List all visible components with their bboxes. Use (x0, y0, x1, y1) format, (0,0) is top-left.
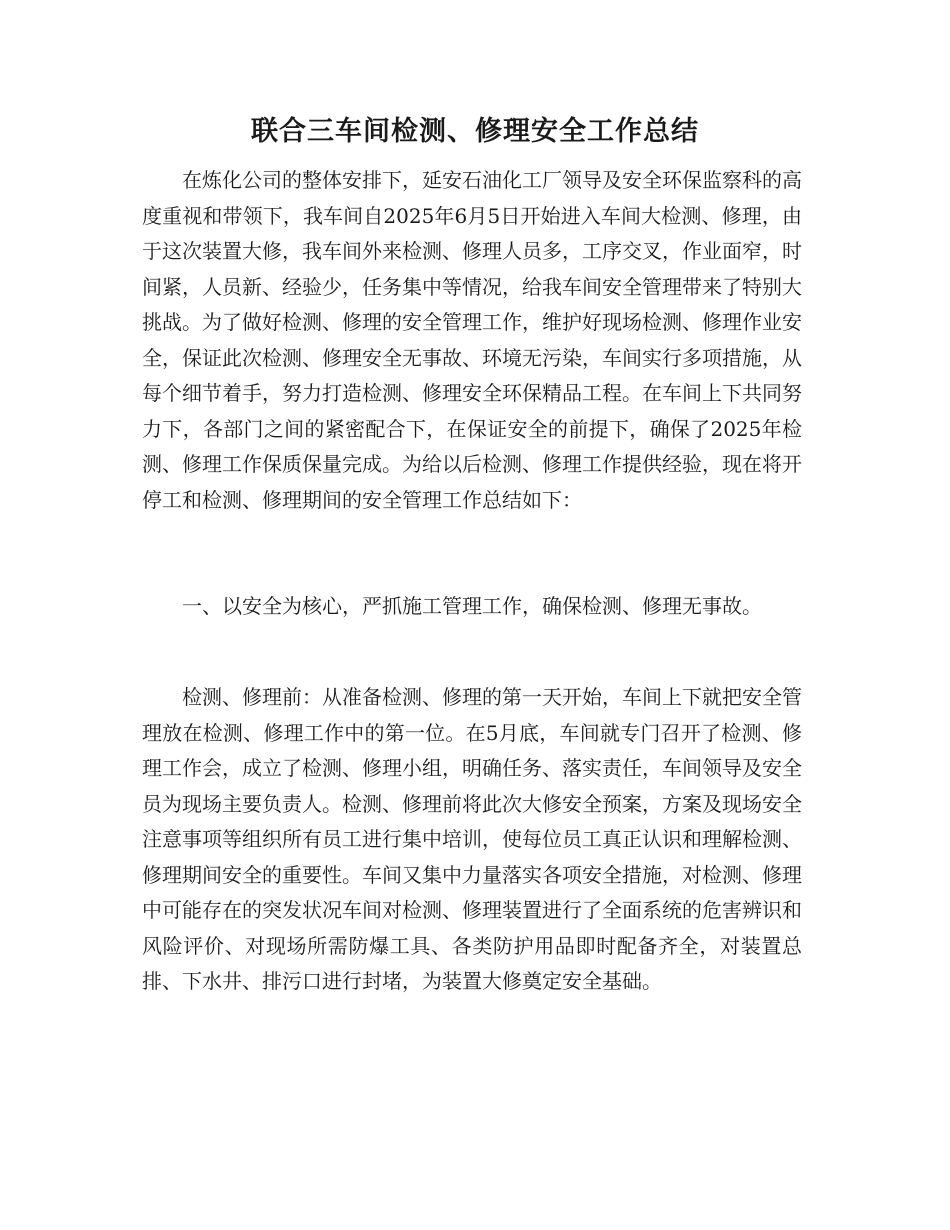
paragraph-section-heading (142, 589, 802, 625)
section-heading-text: 一、以安全为核心，严抓施工管理工作，确保检测、修理无事故。 (182, 594, 762, 618)
paragraph-intro (142, 163, 802, 518)
document-title: 联合三车间检测、修理安全工作总结 (251, 116, 699, 147)
paragraph-pre-repair (142, 680, 802, 1000)
paragraph-text: 检测、修理前：从准备检测、修理的第一天开始，车间上下就把安全管理放在检测、修理工作中的第一位。在5月底，车间就专门召开了检测、修理工作会，成立了检测、修理小组，明确任务、落实责任，车间领导及安全员为现场主要负责人。检测、修理前将此次大修安全预案，方案及现场安全注意事项等组织所有员工进行集中培训，使每位员工真正认识和理解检测、修理期间安全的重要性。车间又集中力量落实各项安全措施，对检测、修理中可能存在的突发状况车间对检测、修理装置进行了全面系统的危害辨识和风险评价、对现场所需防爆工具、各类防护用品即时配备齐全，对装置总排、下水井、排污口进行封堵，为装置大修奠定安全基础。 (142, 685, 802, 993)
paragraph-text: 在炼化公司的整体安排下，延安石油化工厂领导及安全环保监察科的高度重视和带领下，我车间自2025年6月5日开始进入车间大检测、修理，由于这次装置大修，我车间外来检测、修理人员多，工序交叉，作业面窄，时间紧，人员新、经验少，任务集中等情况，给我车间安全管理带来了特别大挑战。为了做好检测、修理的安全管理工作，维护好现场检测、修理作业安全，保证此次检测、修理安全无事故、环境无污染，车间实行多项措施，从每个细节着手，努力打造检测、修理安全环保精品工程。在车间上下共同努力下，各部门之间的紧密配合下，在保证安全的前提下，确保了2025年检测、修理工作保质保量完成。为给以后检测、修理工作提供经验，现在将开停工和检测、修理期间的安全管理工作总结如下： (142, 168, 802, 512)
